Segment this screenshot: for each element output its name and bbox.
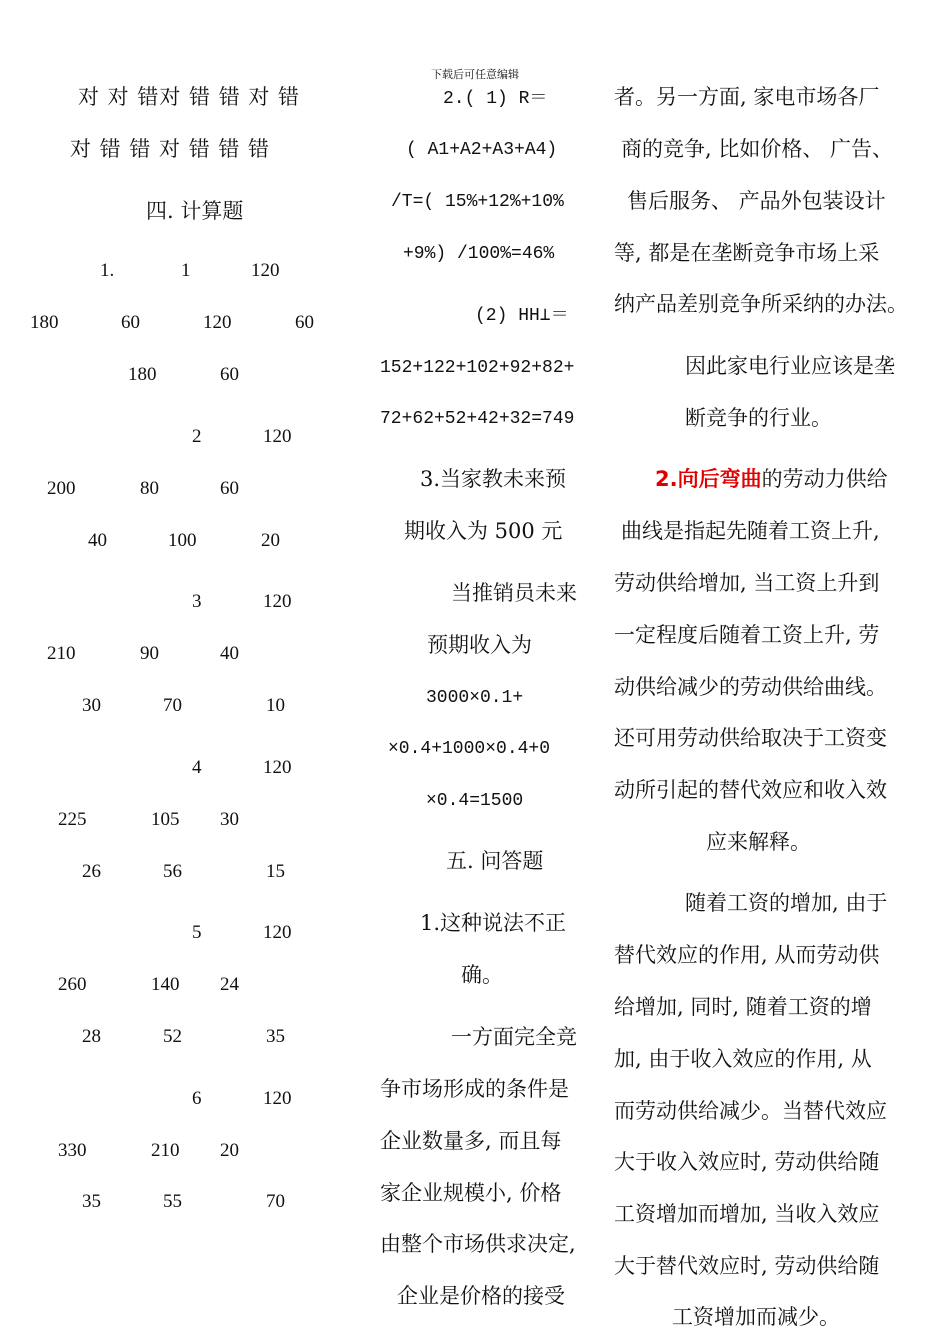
page-header: 下载后可任意编辑: [431, 68, 519, 81]
table-cell: 210: [47, 643, 76, 664]
text-line: 而劳动供给减少。当替代效应: [614, 1099, 887, 1123]
table-cell: 200: [47, 478, 76, 499]
table-cell: 20: [220, 1140, 239, 1161]
text-line: 2.( 1) R＝: [443, 89, 548, 109]
table-cell: 120: [251, 260, 280, 281]
table-cell: 120: [263, 1088, 292, 1109]
text-line: 3.当家教未来预: [420, 467, 567, 491]
table-cell: 180: [30, 312, 59, 333]
table-cell: 120: [263, 922, 292, 943]
table-cell: 5: [192, 922, 202, 943]
text-line: 家企业规模小, 价格: [380, 1181, 562, 1205]
table-cell: 140: [151, 974, 180, 995]
text-line: 当推销员未来: [451, 581, 577, 605]
text-line: 企业是价格的接受: [397, 1284, 565, 1308]
text-line: 确。: [461, 963, 503, 987]
text-line: 一方面完全竞: [451, 1025, 577, 1049]
text-line: [655, 466, 888, 492]
text-line: ×0.4+1000×0.4+0: [388, 739, 551, 759]
section-5-title: 五. 问答题: [446, 849, 544, 873]
table-cell: 26: [82, 861, 101, 882]
table-cell: 70: [266, 1191, 285, 1212]
text-line: 1.这种说法不正: [420, 911, 567, 935]
text-line: 152+122+102+92+82+: [380, 358, 575, 378]
text-line: 还可用劳动供给取决于工资变: [614, 726, 887, 750]
text-line: (2) HH⊥＝: [475, 306, 569, 326]
table-cell: 60: [121, 312, 140, 333]
table-cell: 180: [128, 364, 157, 385]
text-line: 争市场形成的条件是: [380, 1077, 569, 1101]
table-cell: 80: [140, 478, 159, 499]
text-fragment: 的劳动力供给: [761, 467, 888, 491]
table-cell: 210: [151, 1140, 180, 1161]
text-line: 等, 都是在垄断竞争市场上采: [614, 241, 880, 265]
table-cell: 2: [192, 426, 202, 447]
text-line: 预期收入为: [427, 633, 532, 657]
table-cell: 4: [192, 757, 202, 778]
table-cell: 260: [58, 974, 87, 995]
table-cell: 90: [140, 643, 159, 664]
table-cell: 55: [163, 1191, 182, 1212]
table-cell: 120: [263, 591, 292, 612]
text-line: 工资增加而增加, 当收入效应: [614, 1202, 880, 1226]
table-cell: 70: [163, 695, 182, 716]
text-line: 大于收入效应时, 劳动供给随: [614, 1150, 880, 1174]
section-4-title: 四. 计算题: [146, 199, 244, 223]
text-line: 给增加, 同时, 随着工资的增: [614, 995, 872, 1019]
text-line: 应来解释。: [706, 830, 811, 854]
text-line: 大于替代效应时, 劳动供给随: [614, 1254, 880, 1278]
text-line: 加, 由于收入效应的作用, 从: [614, 1047, 872, 1071]
table-cell: 30: [220, 809, 239, 830]
text-line: 企业数量多, 而且每: [380, 1129, 562, 1153]
table-cell: 60: [295, 312, 314, 333]
table-cell: 35: [266, 1026, 285, 1047]
text-line: 断竞争的行业。: [685, 406, 832, 430]
text-line: 期收入为 500 元: [404, 519, 563, 543]
table-cell: 6: [192, 1088, 202, 1109]
table-cell: 105: [151, 809, 180, 830]
table-cell: 330: [58, 1140, 87, 1161]
highlighted-question-label: 2.向后弯曲: [655, 467, 762, 491]
judge-answers-line-2: 对 错 错 对 错 错 错: [70, 137, 271, 161]
text-line: 劳动供给增加, 当工资上升到: [614, 571, 880, 595]
table-cell: 1.: [100, 260, 115, 281]
text-line: 由整个市场供求决定,: [380, 1232, 576, 1256]
table-cell: 1: [181, 260, 191, 281]
text-line: 者。另一方面, 家电市场各厂: [614, 85, 880, 109]
table-cell: 56: [163, 861, 182, 882]
text-line: 曲线是指起先随着工资上升,: [621, 519, 880, 543]
table-cell: 60: [220, 364, 239, 385]
text-line: 72+62+52+42+32=749: [380, 409, 575, 429]
table-cell: 120: [263, 757, 292, 778]
text-line: /T=( 15%+12%+10%: [391, 192, 564, 212]
table-cell: 15: [266, 861, 285, 882]
table-cell: 3: [192, 591, 202, 612]
text-line: 因此家电行业应该是垄: [685, 354, 895, 378]
table-cell: 100: [168, 530, 197, 551]
table-cell: 40: [220, 643, 239, 664]
text-line: 替代效应的作用, 从而劳动供: [614, 943, 880, 967]
text-line: 动供给减少的劳动供给曲线。: [614, 675, 887, 699]
text-line: 一定程度后随着工资上升, 劳: [614, 623, 880, 647]
text-line: ( A1+A2+A3+A4): [406, 140, 558, 160]
table-cell: 120: [203, 312, 232, 333]
text-line: 3000×0.1+: [426, 688, 524, 708]
table-cell: 40: [88, 530, 107, 551]
text-line: 商的竞争, 比如价格、 广告、: [621, 137, 894, 161]
table-cell: 35: [82, 1191, 101, 1212]
text-line: 纳产品差别竞争所采纳的办法。: [614, 292, 908, 316]
text-line: 工资增加而减少。: [672, 1305, 840, 1329]
table-cell: 10: [266, 695, 285, 716]
table-cell: 24: [220, 974, 239, 995]
judge-answers-line-1: 对 对 错对 错 错 对 错: [78, 85, 301, 109]
table-cell: 225: [58, 809, 87, 830]
table-cell: 60: [220, 478, 239, 499]
text-line: ×0.4=1500: [426, 791, 524, 811]
text-line: 售后服务、 产品外包装设计: [627, 189, 886, 213]
text-line: 随着工资的增加, 由于: [685, 891, 888, 915]
table-cell: 30: [82, 695, 101, 716]
table-cell: 28: [82, 1026, 101, 1047]
text-line: 动所引起的替代效应和收入效: [614, 778, 887, 802]
table-cell: 120: [263, 426, 292, 447]
text-line: +9%) /100%=46%: [403, 244, 555, 264]
table-cell: 20: [261, 530, 280, 551]
table-cell: 52: [163, 1026, 182, 1047]
